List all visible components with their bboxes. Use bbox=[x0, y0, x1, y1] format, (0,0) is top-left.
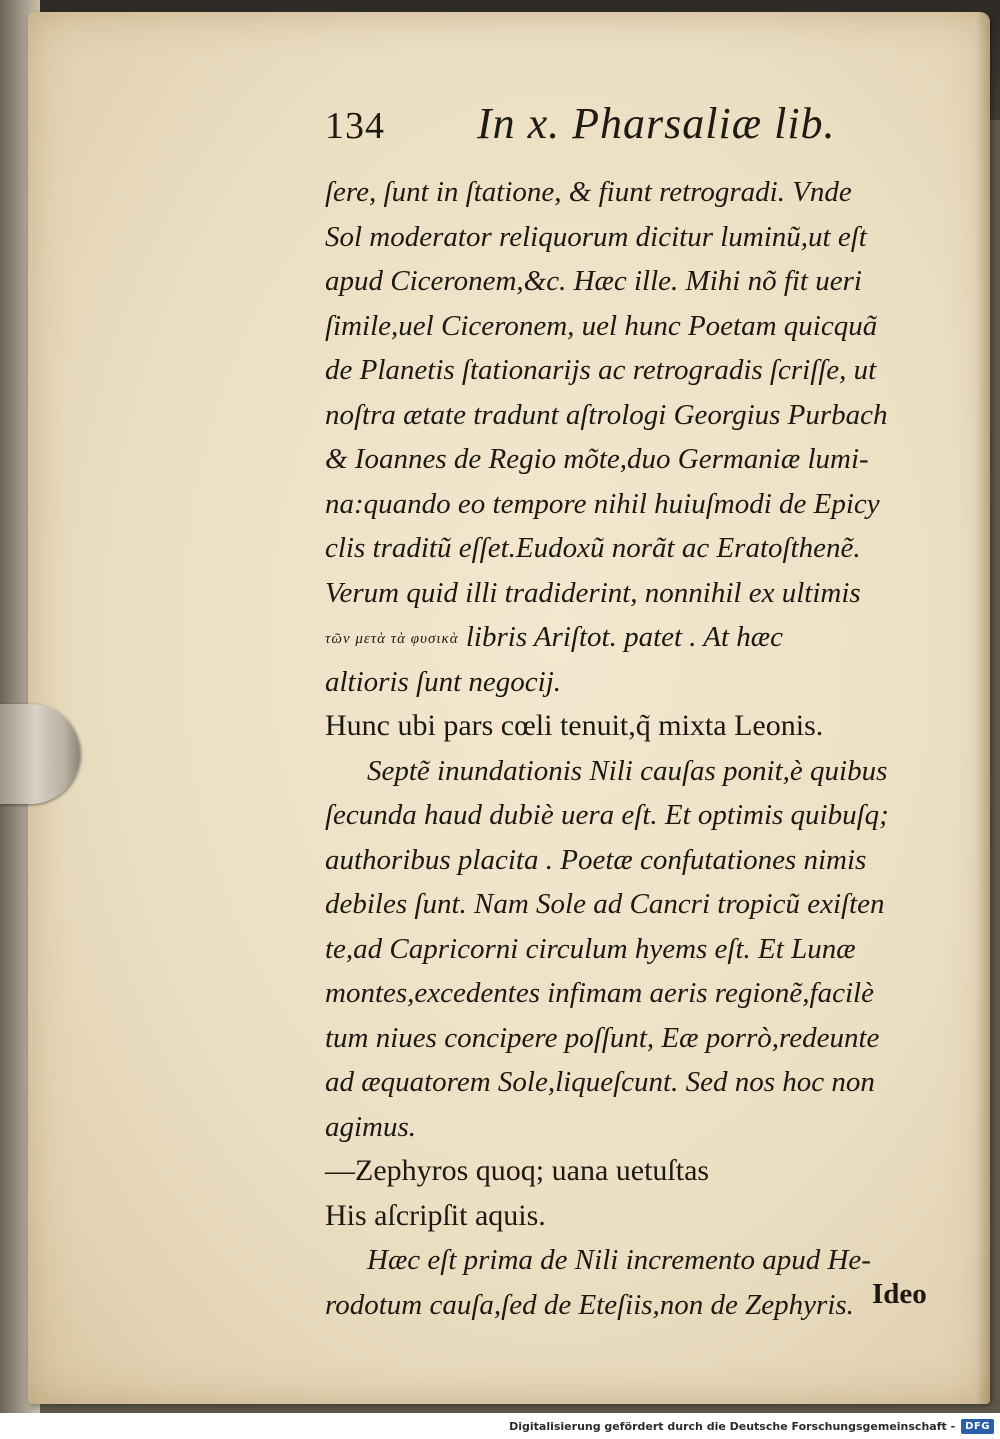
text-line: ſimile,uel Ciceronem, uel hunc Poetam quicquã bbox=[325, 309, 878, 342]
text-line: Verum quid illi tradiderint, nonnihil ex ultimis bbox=[325, 576, 861, 609]
running-head: In x. Pharsaliæ lib. bbox=[477, 99, 836, 148]
greek-phrase: τῶν μετὰ τὰ φυσικὰ bbox=[325, 631, 459, 648]
commentary-line: Septẽ inundationis Nili cauſas ponit,è quibus bbox=[367, 754, 888, 787]
verse-line: —Zephyros quoq; uana uetuſtas bbox=[325, 1154, 710, 1187]
page-number: 134 bbox=[325, 105, 385, 147]
digitization-footer bbox=[0, 1413, 1000, 1439]
text-line: altioris ſunt negocij. bbox=[325, 665, 562, 698]
footer-credit: Digitalisierung gefördert durch die Deutsche Forschungsgemeinschaft - bbox=[509, 1419, 956, 1433]
commentary-line: agimus. bbox=[325, 1110, 417, 1143]
text-line: Sol moderator reliquorum dicitur luminũ,ut eſt bbox=[325, 220, 867, 253]
commentary-line: ad æquatorem Sole,liqueſcunt. Sed nos hoc non bbox=[325, 1066, 875, 1098]
text-line: & Ioannes de Regio mõte,duo Germaniæ lumi- bbox=[325, 443, 869, 475]
dfg-logo-icon: DFG bbox=[961, 1419, 994, 1434]
greek-line-latin: libris Ariſtot. patet . At hæc bbox=[465, 621, 784, 653]
page-edge bbox=[976, 12, 990, 1404]
commentary-line: debiles ſunt. Nam Sole ad Cancri tropicũ exiſten bbox=[325, 888, 885, 920]
text-line: ſere, ſunt in ſtatione, & fiunt retrogradi. Vnde bbox=[325, 176, 852, 208]
commentary-line: Hæc eſt prima de Nili incremento apud He- bbox=[367, 1244, 871, 1276]
commentary-line: montes,excedentes infimam aeris regionẽ,facilè bbox=[325, 977, 874, 1009]
verse-line: His aſcripſit aquis. bbox=[325, 1198, 546, 1232]
commentary-line: tum niues concipere poſſunt, Eæ porrò,redeunte bbox=[325, 1021, 880, 1054]
page-header bbox=[325, 98, 905, 168]
text-line: na:quando eo tempore nihil huiuſmodi de Epicy bbox=[325, 487, 880, 520]
text-line: de Planetis ſtationarijs ac retrogradis ſcriſſe, ut bbox=[325, 354, 877, 386]
page-text bbox=[325, 170, 955, 1327]
commentary-line: ſecunda haud dubiè uera eſt. Et optimis quibuſq; bbox=[325, 799, 889, 831]
commentary-line: rodotum cauſa,ſed de Eteſiis,non de Zephyris. bbox=[325, 1288, 854, 1321]
text-line: apud Ciceronem,&c. Hæc ille. Mihi nõ fit ueri bbox=[325, 265, 862, 297]
text-line-greek bbox=[325, 615, 955, 660]
verse-line: Hunc ubi pars cœli tenuit,q̃ mixta Leonis. bbox=[325, 709, 824, 742]
commentary-line: te,ad Capricorni circulum hyems eſt. Et Lunæ bbox=[325, 932, 856, 965]
commentary-line: authoribus placita . Poetæ confutationes nimis bbox=[325, 843, 867, 876]
text-line: clis traditũ eſſet.Eudoxũ norãt ac Eratoſthenẽ. bbox=[325, 532, 861, 564]
catchword: Ideo bbox=[872, 1278, 927, 1310]
text-line: noſtra ætate tradunt aſtrologi Georgius Purbach bbox=[325, 398, 888, 431]
